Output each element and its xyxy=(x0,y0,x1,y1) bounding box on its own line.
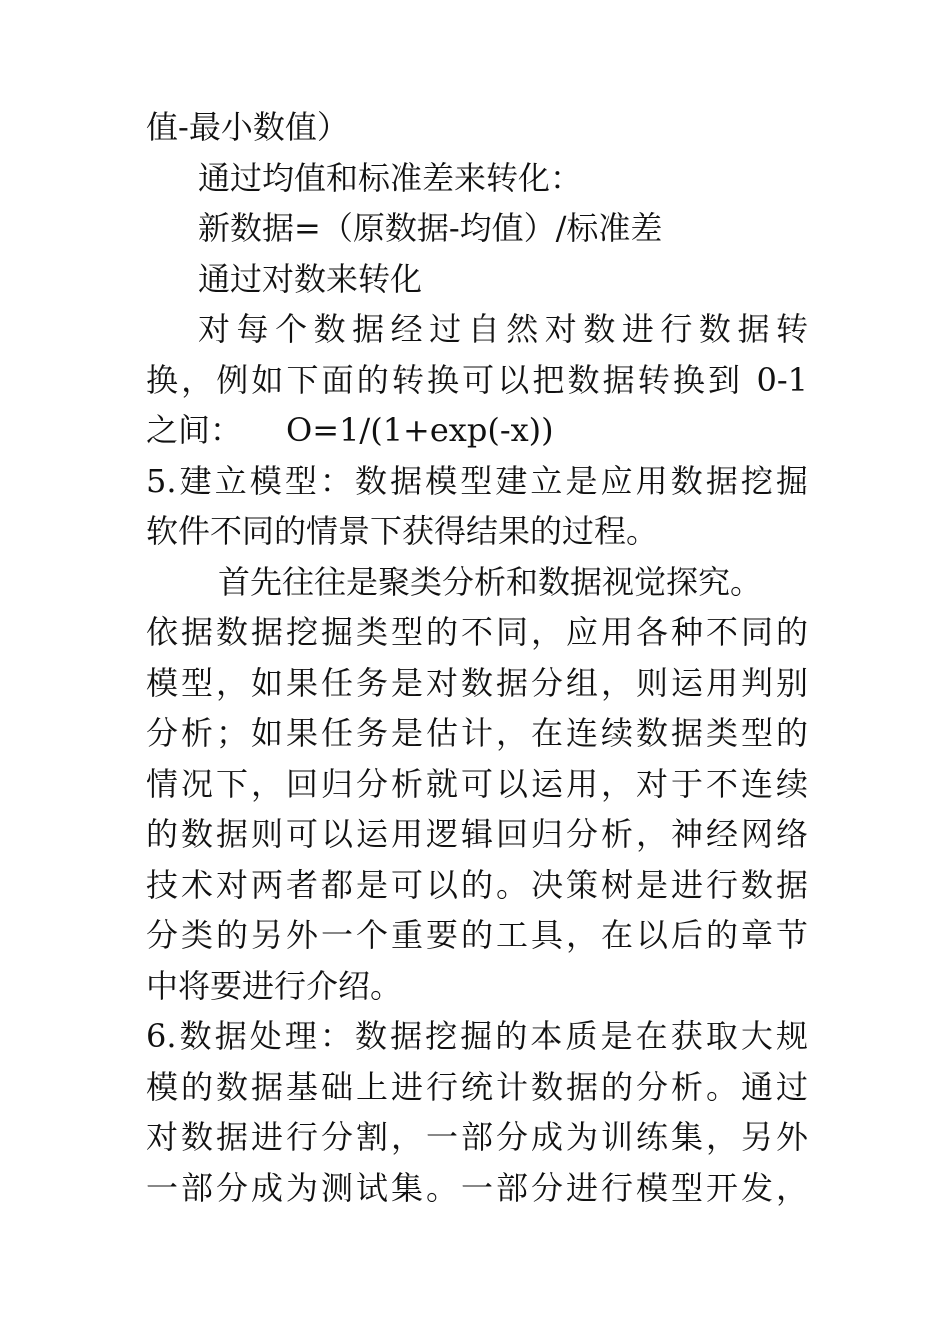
text-line: 情况下，回归分析就可以运用，对于不连续 xyxy=(146,764,808,803)
text-line: 模的数据基础上进行统计数据的分析。通过 xyxy=(146,1067,808,1106)
text-line: 值-最小数值） xyxy=(146,108,349,146)
section-heading-line: 5.建立模型：数据模型建立是应用数据挖掘 xyxy=(146,461,808,500)
text-line: 分类的另外一个重要的工具，在以后的章节 xyxy=(146,916,808,954)
text-line: 的数据则可以运用逻辑回归分析，神经网络 xyxy=(146,815,808,853)
section-heading-line: 6.数据处理：数据挖掘的本质是在获取大规 xyxy=(146,1017,808,1055)
text-line: 依据数据挖掘类型的不同，应用各种不同的 xyxy=(146,613,808,651)
text-segment: 之间： xyxy=(146,411,243,449)
text-line: 通过均值和标准差来转化： xyxy=(198,158,583,197)
formula: O=1/(1+exp(-x)) xyxy=(286,411,554,449)
text-line: 通过对数来转化 xyxy=(198,259,423,298)
text-line: 换，例如下面的转换可以把数据转换到 0-1 xyxy=(146,360,808,399)
text-line: 技术对两者都是可以的。决策树是进行数据 xyxy=(146,865,808,904)
text-line xyxy=(146,405,808,456)
text-line: 首先往往是聚类分析和数据视觉探究。 xyxy=(218,562,763,601)
formula-line: 新数据=（原数据-均值）/标准差 xyxy=(198,209,663,247)
text-line: 分析；如果任务是估计，在连续数据类型的 xyxy=(146,714,808,752)
text-line: 模型，如果任务是对数据分组，则运用判别 xyxy=(146,663,808,702)
body-text xyxy=(146,102,808,1213)
text-line: 对数据进行分割，一部分成为训练集，另外 xyxy=(146,1118,808,1156)
text-line: 中将要进行介绍。 xyxy=(146,966,403,1005)
text-line: 软件不同的情景下获得结果的过程。 xyxy=(146,512,659,550)
text-line: 对每个数据经过自然对数进行数据转 xyxy=(198,310,808,348)
text-line: 一部分成为测试集。一部分进行模型开发， xyxy=(146,1168,808,1207)
